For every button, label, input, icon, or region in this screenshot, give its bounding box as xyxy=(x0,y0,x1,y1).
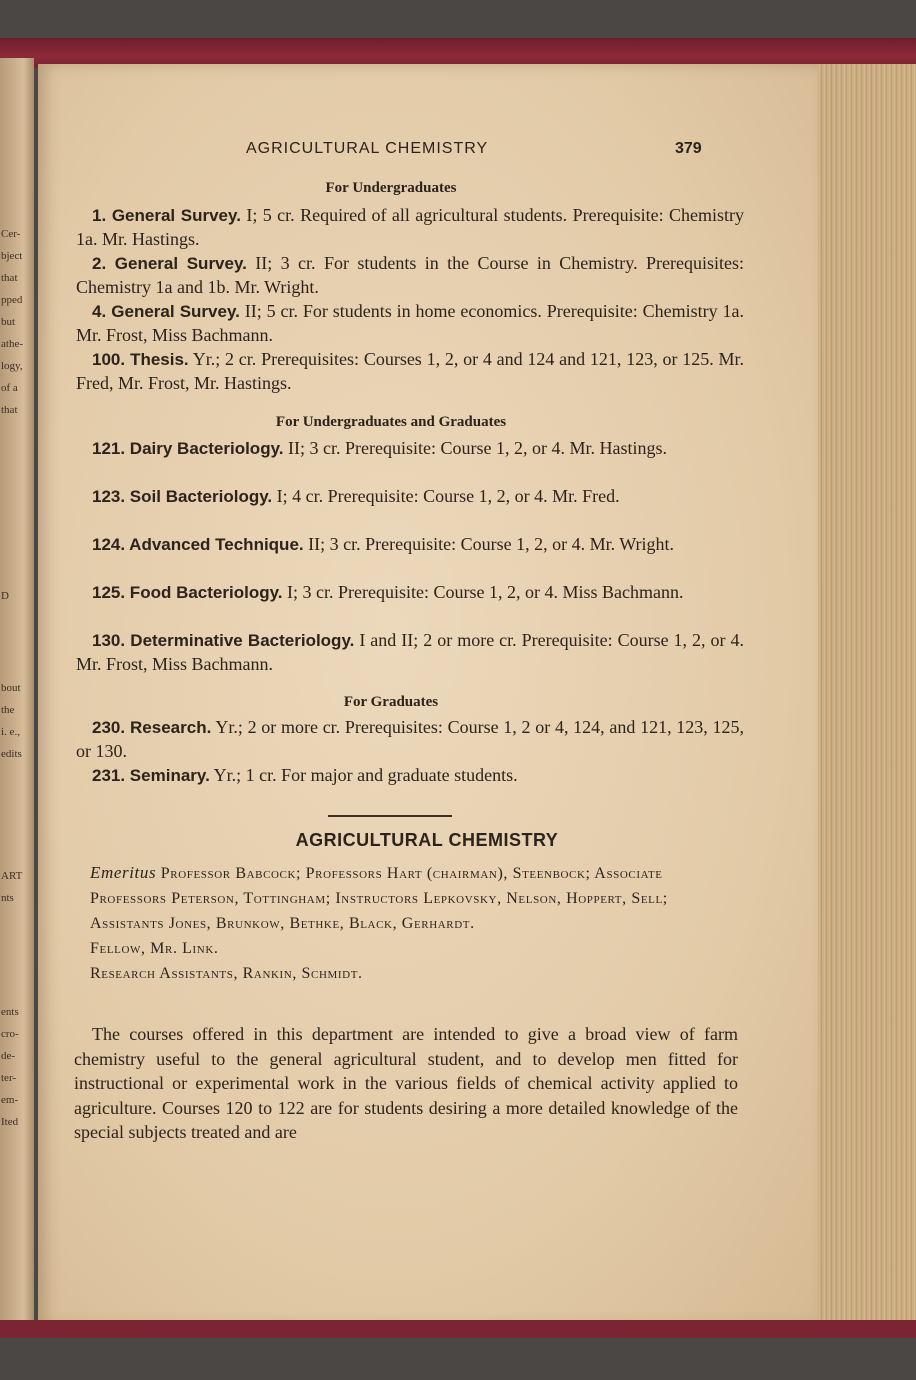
margin-fragment: cro- xyxy=(1,1028,19,1040)
margin-fragment: i. e., xyxy=(1,726,20,738)
faculty-text: Professor Babcock; Professors Hart (chairman), Steenbock; Associate Professors Peterson, Tottingham; Instructors Lepkovsky, Nelson, Hoppert, Sell; Assistants Jones, Brunkow, Bethke, Black, Gerhardt. xyxy=(90,865,668,932)
margin-fragment: ART xyxy=(1,870,23,882)
course-text: I; 3 cr. Prerequisite: Course 1, 2, or 4. Miss Bachmann. xyxy=(282,582,684,602)
margin-fragment: ents xyxy=(1,1006,19,1018)
faculty-line: Fellow, Mr. Link. xyxy=(90,940,219,957)
margin-fragment: de- xyxy=(1,1050,16,1062)
course-entry xyxy=(76,716,744,763)
section-divider xyxy=(328,815,452,817)
margin-fragment: athe- xyxy=(1,338,23,350)
page-content xyxy=(38,64,818,1326)
margin-fragment: edits xyxy=(1,748,22,760)
margin-fragment: bject xyxy=(1,250,23,262)
course-text: Yr.; 2 cr. Prerequisites: Courses 1, 2, or 4 and 124 and 121, 123, or 125. Mr. Fred, Mr. Frost, Mr. Hastings. xyxy=(76,349,745,393)
course-name: 130. Determinative Bacteriology. xyxy=(92,631,355,650)
faculty-list xyxy=(74,860,738,986)
course-name: 4. General Survey. xyxy=(92,302,240,321)
course-text: I and II; 2 or more cr. Prerequisite: Course 1, 2, or 4. Mr. Frost, Miss Bachmann. xyxy=(76,630,744,674)
margin-fragment: Cer- xyxy=(1,228,21,240)
course-text: I; 4 cr. Prerequisite: Course 1, 2, or 4. Mr. Fred. xyxy=(272,486,620,506)
course-entry xyxy=(76,300,744,347)
faculty-line xyxy=(74,860,738,936)
course-entry xyxy=(76,437,744,461)
course-entry xyxy=(76,252,744,299)
margin-fragment: that xyxy=(1,404,18,416)
faculty-lead: Emeritus xyxy=(90,863,157,882)
running-head: AGRICULTURAL CHEMISTRY xyxy=(246,140,489,157)
department-intro: The courses offered in this department are intended to give a broad view of farm chemistry useful to the general agricultural student, and to develop men fitted for instructional or experimental work in the various fields of chemical activity applied to agriculture. Courses 120 to 122 are for students desiring a more detailed knowledge of the special subjects treated and are xyxy=(74,1024,738,1142)
margin-fragment: D xyxy=(1,590,9,602)
margin-fragment: the xyxy=(1,704,15,716)
course-text: II; 3 cr. Prerequisite: Course 1, 2, or 4. Mr. Wright. xyxy=(303,534,675,554)
course-text: Yr.; 2 or more cr. Prerequisites: Course 1, 2 or 4, 124, and 121, 123, 125, or 130. xyxy=(76,717,744,761)
faculty-line: Research Assistants, Rankin, Schmidt. xyxy=(90,965,363,982)
margin-fragment: pped xyxy=(1,294,23,306)
margin-fragment: that xyxy=(1,272,18,284)
course-name: 2. General Survey. xyxy=(92,254,247,273)
course-text: I; 5 cr. Required of all agricultural students. Prerequisite: Chemistry 1a. Mr. Hastings. xyxy=(76,205,744,249)
course-name: 123. Soil Bacteriology. xyxy=(92,487,273,506)
course-text: II; 5 cr. For students in home economics. Prerequisite: Chemistry 1a. Mr. Frost, Miss Bachmann. xyxy=(76,301,744,345)
course-entry xyxy=(76,485,744,509)
course-text: II; 3 cr. For students in the Course in Chemistry. Prerequisites: Chemistry 1a and 1b. Mr. Wright. xyxy=(76,253,744,297)
course-name: 230. Research. xyxy=(92,718,212,737)
margin-fragment: of a xyxy=(1,382,18,394)
margin-fragment: bout xyxy=(1,682,21,694)
course-entry xyxy=(76,581,744,605)
course-name: 121. Dairy Bacteriology. xyxy=(92,439,284,458)
previous-page-margin xyxy=(0,58,34,1328)
course-text: Yr.; 1 cr. For major and graduate students. xyxy=(209,765,518,785)
course-name: 1. General Survey. xyxy=(92,206,241,225)
margin-fragment: logy, xyxy=(1,360,23,372)
page-edges xyxy=(818,64,916,1328)
course-entry xyxy=(76,629,744,676)
margin-fragment: but xyxy=(1,316,16,328)
course-entry xyxy=(76,764,744,788)
course-text: II; 3 cr. Prerequisite: Course 1, 2, or 4. Mr. Hastings. xyxy=(283,438,667,458)
page-number: 379 xyxy=(675,140,702,157)
section-heading: For Undergraduates xyxy=(325,180,457,196)
course-entry xyxy=(76,533,744,557)
course-name: 231. Seminary. xyxy=(92,766,210,785)
course-name: 100. Thesis. xyxy=(92,350,189,369)
margin-fragment: Ited xyxy=(1,1116,19,1128)
department-title: AGRICULTURAL CHEMISTRY xyxy=(295,830,559,850)
margin-fragment: em- xyxy=(1,1094,19,1106)
margin-fragment: nts xyxy=(1,892,14,904)
section-heading: For Undergraduates and Graduates xyxy=(275,414,507,430)
course-name: 124. Advanced Technique. xyxy=(92,535,304,554)
course-entry xyxy=(76,348,744,395)
section-heading: For Graduates xyxy=(343,694,439,710)
margin-fragment: ter- xyxy=(1,1072,17,1084)
course-name: 125. Food Bacteriology. xyxy=(92,583,283,602)
course-entry xyxy=(76,204,744,251)
